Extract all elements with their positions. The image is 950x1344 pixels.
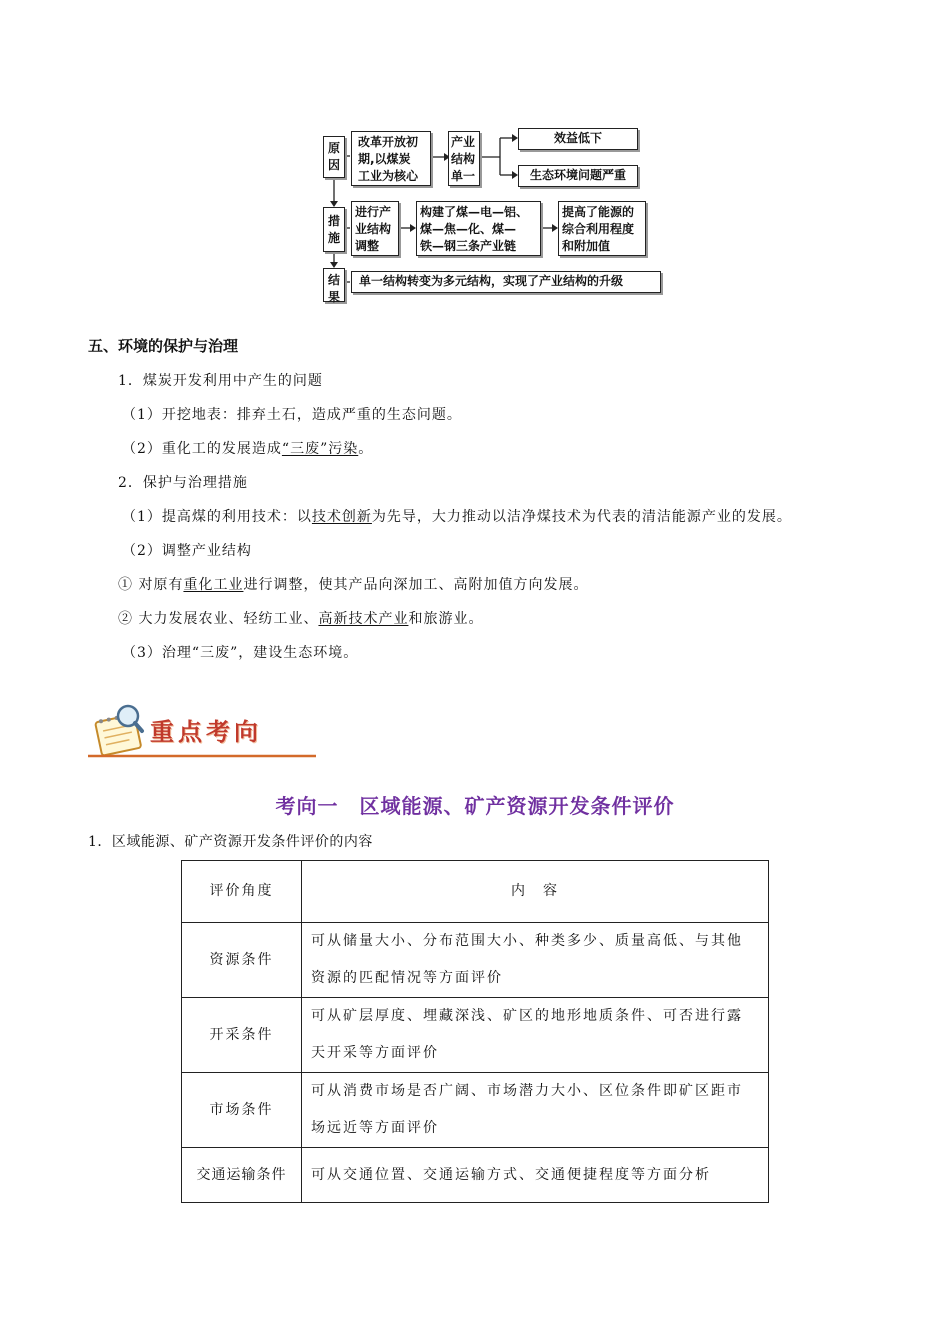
improve-box-line: 综合利用程度 [562, 222, 635, 236]
cause-box-line: 期,以煤炭 [358, 152, 411, 166]
paragraph [118, 574, 588, 594]
intro-line: 1．区域能源、矿产资源开发条件评价的内容 [88, 834, 373, 850]
measure-label: 措施 [323, 207, 345, 252]
effect-box-2: 生态环境问题严重 [518, 165, 638, 187]
section-heading: 五、环境的保护与治理 [88, 337, 239, 355]
table-cell-content: 可从消费市场是否广阔、市场潜力大小、区位条件即矿区距市场远近等方面评价 [302, 1073, 769, 1148]
paragraph: 1．煤炭开发利用中产生的问题 [118, 373, 323, 389]
paragraph [118, 608, 483, 628]
banner-title: 重点考向 [150, 718, 262, 746]
text-segment: 进行调整，使其产品向深加工、高附加值方向发展。 [243, 577, 589, 593]
table-row [182, 998, 769, 1073]
paragraph: （2）调整产业结构 [122, 543, 252, 559]
evaluation-table [181, 860, 769, 1203]
cause-label: 原因 [323, 136, 345, 178]
cause-box-line: 工业为核心 [358, 169, 419, 183]
table-row [182, 1073, 769, 1148]
table-cell-aspect: 交通运输条件 [182, 1148, 302, 1203]
table-cell-content: 可从交通位置、交通运输方式、交通便捷程度等方面分析 [302, 1148, 769, 1203]
structure-box-line: 产业 [451, 135, 476, 149]
structure-box-line: 结构 [451, 152, 476, 166]
improve-box-line: 和附加值 [562, 239, 611, 253]
paragraph [122, 506, 792, 526]
table-row [182, 1148, 769, 1203]
text-segment: 和旅游业。 [408, 611, 484, 627]
table-row [182, 923, 769, 998]
text-segment: ① 对原有 [118, 577, 184, 593]
underlined-term: 高新技术产业 [318, 611, 409, 627]
measure-box-line: 调整 [355, 239, 380, 253]
result-box: 单一结构转变为多元结构，实现了产业结构的升级 [351, 271, 661, 293]
table-cell-aspect: 市场条件 [182, 1073, 302, 1148]
paragraph [122, 438, 373, 458]
table-cell-content: 可从矿层厚度、埋藏深浅、矿区的地形地质条件、可否进行露天开采等方面评价 [302, 998, 769, 1073]
table-cell-content: 可从储量大小、分布范围大小、种类多少、质量高低、与其他资源的匹配情况等方面评价 [302, 923, 769, 998]
table-header-cell: 内 容 [302, 861, 769, 923]
cause-box [351, 131, 431, 186]
paragraph: （1）开挖地表：排弃土石，造成严重的生态问题。 [122, 407, 462, 423]
table-cell-aspect: 开采条件 [182, 998, 302, 1073]
text-segment: （1）提高煤的利用技术：以 [122, 509, 312, 525]
underlined-term: “三废”污染 [281, 441, 359, 457]
structure-box-line: 单一 [451, 169, 476, 183]
chain-box [416, 201, 541, 256]
table-cell-aspect: 资源条件 [182, 923, 302, 998]
underlined-term: 技术创新 [311, 509, 372, 525]
paragraph: 2．保护与治理措施 [118, 475, 248, 491]
chain-box-line: 煤—焦—化、煤— [420, 222, 517, 236]
measure-box-line: 进行产 [355, 205, 392, 219]
result-label: 结果 [323, 268, 345, 302]
section-title: 考向一 区域能源、矿产资源开发条件评价 [275, 794, 675, 818]
structure-box [448, 131, 480, 186]
chain-box-line: 构建了煤—电—铝、 [420, 205, 529, 219]
measure-box [351, 201, 399, 256]
table-header-cell: 评价角度 [182, 861, 302, 923]
measure-box-line: 业结构 [355, 222, 392, 236]
improve-box-line: 提高了能源的 [562, 205, 635, 219]
chain-box-line: 铁—钢三条产业链 [420, 239, 517, 253]
improve-box [558, 201, 646, 256]
paragraph: （3）治理“三废”，建设生态环境。 [122, 645, 359, 661]
text-segment: （2）重化工的发展造成 [122, 441, 282, 457]
text-segment: 。 [358, 441, 374, 457]
cause-box-line: 改革开放初 [358, 135, 419, 149]
text-segment: 为先导，大力推动以洁净煤技术为代表的清洁能源产业的发展。 [371, 509, 792, 525]
effect-box-1: 效益低下 [518, 128, 638, 150]
table-header-row [182, 861, 769, 923]
underlined-term: 重化工业 [183, 577, 244, 593]
text-segment: ② 大力发展农业、轻纺工业、 [118, 611, 319, 627]
